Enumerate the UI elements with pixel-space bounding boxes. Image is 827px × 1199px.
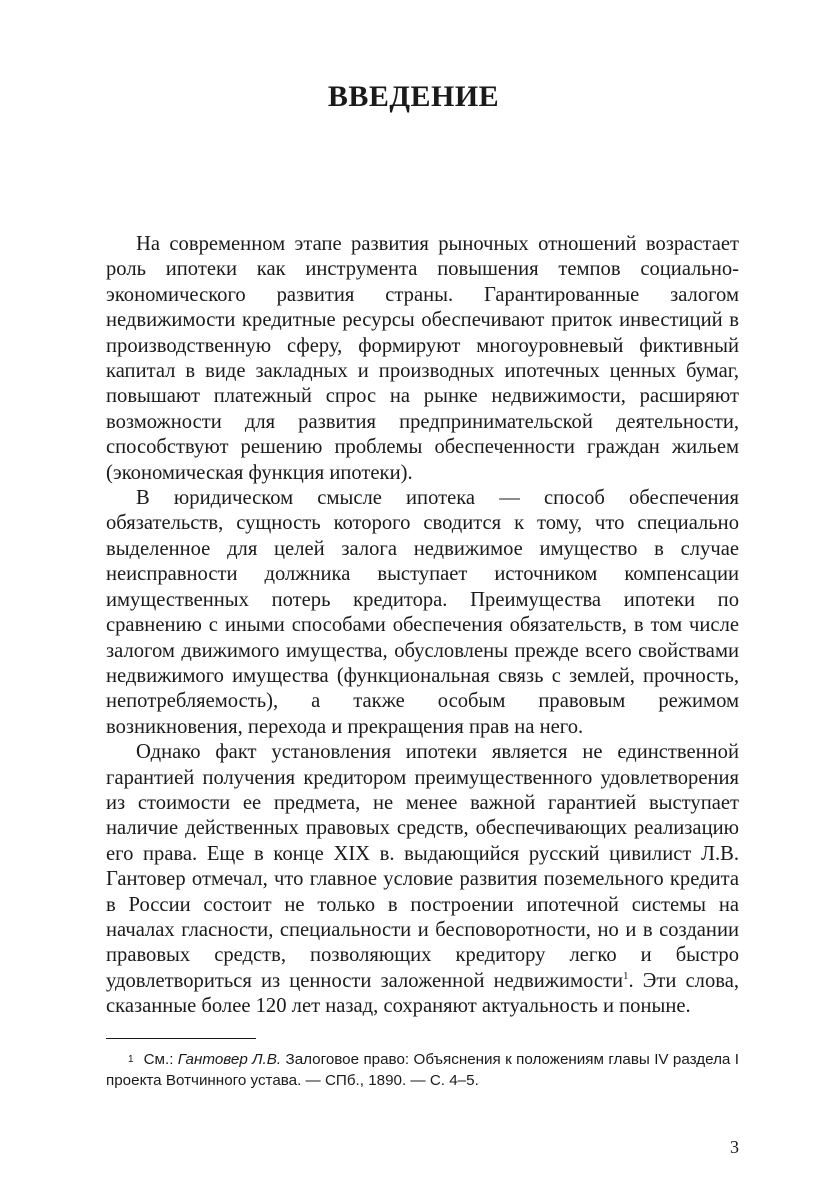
- footnote-reference[interactable]: 1: [623, 969, 629, 982]
- main-text: [106, 232, 739, 1020]
- paragraph-3: [106, 740, 739, 1019]
- footnote-author: Гантовер Л.В.: [177, 1051, 282, 1068]
- footnote-prefix: См.:: [143, 1051, 178, 1068]
- paragraph-1: На современном этапе развития рыночных отношений возрастает роль ипотеки как инструмента повышения темпов социально-экономического развития страны. Гарантированные залогом недвижимости кредитные ресурсы обеспечивают приток инвестиций в производственную сферу, формируют многоуровневый фиктивный капитал в виде закладных и производных ипотечных ценных бумаг, повышают платежный спрос на рынке недвижимости, расширяют возможности для развития предпринимательской деятельности, способствуют решению проблемы обеспеченности граждан жильем (экономическая функция ипотеки).: [106, 233, 739, 484]
- chapter-title: ВВЕДЕНИЕ: [327, 80, 500, 113]
- page-number: 3: [730, 1137, 739, 1157]
- footnote: [106, 1049, 739, 1091]
- paragraph-3-tail: . Эти слова, сказанные более 120 лет назад, сохраняют актуальность и поныне.: [106, 969, 739, 1018]
- paragraph-3-text: Однако факт установления ипотеки является не единственной гарантией получения кредитором преимущественного удовлетворения из стоимости ее предмета, не менее важной гарантией выступает наличие действенных правовых средств, обеспечивающих реализацию его права. Еще в конце XIX в. выдающийся русский цивилист Л.В. Гантовер отмечал, что главное условие развития поземельного кредита в России состоит не только в построении ипотечной системы на началах гласности, специальности и бесповоротности, но и в создании правовых средств, позволяющих кредитору легко и быстро удовлетвориться из ценности заложенной недвижимости: [106, 741, 739, 992]
- paragraph-2: В юридическом смысле ипотека — способ обеспечения обязательств, сущность которого сводится к тому, что специально выделенное для целей залога недвижимое имущество в случае неисправности должника выступает источником компенсации имущественных потерь кредитора. Преимущества ипотеки по сравнению с иными способами обеспечения обязательств, в том числе залогом движимого имущества, обусловлены прежде всего свойствами недвижимого имущества (функциональная связь с землей, прочность, непотребляемость), а также особым правовым режимом возникновения, перехода и прекращения прав на него.: [106, 487, 739, 738]
- footnote-divider: [106, 1038, 256, 1039]
- footnote-number: 1: [128, 1054, 134, 1065]
- footnote-text: Залоговое право: Объяснения к положениям главы IV раздела I проекта Вотчинного устава. — СПб., 1890. — С. 4–5.: [106, 1051, 739, 1089]
